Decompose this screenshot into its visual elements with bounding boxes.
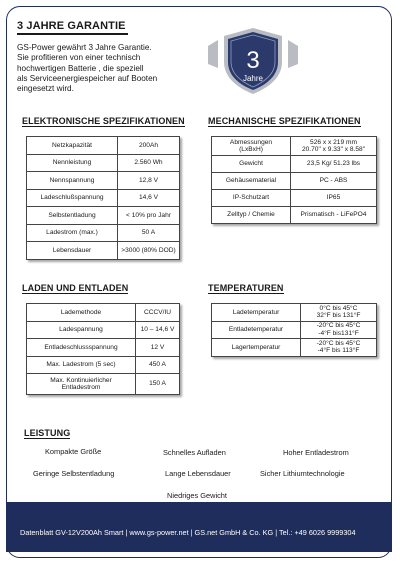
guarantee-title: 3 JAHRE GARANTIE <box>17 20 126 32</box>
table-row <box>212 137 377 156</box>
table-row <box>27 189 180 207</box>
table-cell-label: Entladetemperatur <box>212 321 301 339</box>
table-cell-value: 150 A <box>136 374 180 395</box>
table-row <box>27 304 180 322</box>
table-cell-value: < 10% pro Jahr <box>118 207 180 225</box>
cell-line: -4°F bis131°F <box>318 329 359 337</box>
performance-item: Schnelles Aufladen <box>163 448 226 457</box>
performance-item: Niedriges Gewicht <box>167 491 227 500</box>
table-cell-label: Gehäusematerial <box>212 173 291 190</box>
table-cell-label: Zelltyp / Chemie <box>212 207 291 224</box>
electrical-table <box>26 136 180 260</box>
performance-item: Sicher Lithiumtechnologie <box>260 469 345 478</box>
cell-line: 0°C bis 45°C <box>319 304 358 312</box>
table-row <box>27 137 180 155</box>
mechanical-title: MECHANISCHE SPEZIFIKATIONEN <box>208 116 361 126</box>
table-row <box>27 321 180 339</box>
badge-number: 3 <box>246 47 260 74</box>
table-cell-label: Ladetemperatur <box>212 304 301 322</box>
table-cell-label: Lebensdauer <box>27 242 118 260</box>
table-cell-value: 12,8 V <box>118 172 180 190</box>
table-cell-label: Ladestrom (max.) <box>27 224 118 242</box>
table-cell-value: CCCV/IU <box>136 304 180 322</box>
table-row <box>27 374 180 395</box>
table-cell-value <box>301 304 377 322</box>
cell-line: -4°F bis 113°F <box>317 347 360 355</box>
table-cell-label: Ladeschlußspannung <box>27 189 118 207</box>
table-cell-label: Gewicht <box>212 156 291 173</box>
table-cell-value: Prismatisch - LiFePO4 <box>291 207 377 224</box>
guarantee-line: hochwertigen Batterie , die speziell <box>17 63 144 73</box>
cell-line: (LxBxH) <box>239 146 263 153</box>
table-row <box>27 339 180 357</box>
cell-line: Abmessungen <box>229 138 273 146</box>
performance-title: LEISTUNG <box>24 428 71 438</box>
table-row <box>212 304 377 322</box>
table-cell-value <box>301 321 377 339</box>
footer-text: Datenblatt GV-12V200Ah Smart | www.gs-power.net | GS.net GmbH & Co. KG | Tel.: +49 6026 9999304 <box>20 528 356 537</box>
performance-item: Kompakte Größe <box>45 447 102 456</box>
table-row <box>27 154 180 172</box>
cell-line: 20.70" x 9.33" x 8.58" <box>301 146 366 153</box>
performance-item: Hoher Entladestrom <box>283 448 349 457</box>
electrical-title: ELEKTRONISCHE SPEZIFIKATIONEN <box>22 116 185 126</box>
table-row <box>212 339 377 357</box>
table-cell-label <box>27 374 136 395</box>
table-cell-label <box>212 137 291 156</box>
guarantee-text <box>17 43 207 94</box>
table-cell-value: 14,6 V <box>118 189 180 207</box>
table-row <box>212 156 377 173</box>
table-row <box>212 173 377 190</box>
badge-label: Jahre <box>242 74 264 83</box>
guarantee-title-underline <box>17 33 128 35</box>
charging-table <box>26 303 180 395</box>
table-row <box>27 207 180 225</box>
table-row <box>27 356 180 374</box>
table-cell-value: 12 V <box>136 339 180 357</box>
guarantee-line: als Serviceenergiespeicher auf Booten <box>17 73 158 83</box>
table-cell-value: 2.560 Wh <box>118 154 180 172</box>
guarantee-line: eingesetzt wird. <box>17 84 74 94</box>
table-row <box>27 172 180 190</box>
table-cell-label: IP-Schutzart <box>212 190 291 207</box>
table-cell-label: Nennspannung <box>27 172 118 190</box>
table-cell-label: Lagertemperatur <box>212 339 301 357</box>
performance-item: Geringe Selbstentladung <box>33 469 115 478</box>
temperatures-title: TEMPERATUREN <box>208 283 284 293</box>
cell-line: -20°C bis 45°C <box>316 339 361 347</box>
guarantee-shield-icon <box>206 26 300 96</box>
cell-line: -20°C bis 45°C <box>316 322 361 330</box>
table-cell-value: IP65 <box>291 190 377 207</box>
footer-bar <box>6 502 392 552</box>
cell-line: 526 x x 219 mm <box>310 138 357 146</box>
performance-item: Lange Lebensdauer <box>165 469 231 478</box>
table-cell-value <box>291 137 377 156</box>
table-cell-value: 50 A <box>118 224 180 242</box>
table-cell-label: Max. Ladestrom (5 sec) <box>27 356 136 374</box>
table-cell-value <box>301 339 377 357</box>
table-row <box>212 207 377 224</box>
table-cell-label: Netzkapazität <box>27 137 118 155</box>
table-row <box>27 224 180 242</box>
table-cell-value: 450 A <box>136 356 180 374</box>
cell-line: Max. Kontinuierlicher <box>50 376 112 384</box>
table-cell-label: Entladeschlussspannung <box>27 339 136 357</box>
table-cell-value: 10 – 14,6 V <box>136 321 180 339</box>
table-row <box>212 321 377 339</box>
cell-line: 32°F bis 131°F <box>316 312 361 320</box>
table-cell-value: >3000 (80% DOD) <box>118 242 180 260</box>
mechanical-table <box>211 136 377 224</box>
temperatures-table <box>211 303 377 357</box>
table-cell-value: PC - ABS <box>291 173 377 190</box>
table-cell-value: 200Ah <box>118 137 180 155</box>
table-cell-label: Ladespannung <box>27 321 136 339</box>
guarantee-line: GS-Power gewährt 3 Jahre Garantie. <box>17 43 152 52</box>
table-cell-label: Nennleistung <box>27 154 118 172</box>
guarantee-line: Sie profitieren von einer technisch <box>17 53 141 63</box>
table-cell-label: Lademethode <box>27 304 136 322</box>
table-row <box>27 242 180 260</box>
cell-line: Entladestrom <box>61 384 101 391</box>
table-row <box>212 190 377 207</box>
table-cell-label: Selbstentladung <box>27 207 118 225</box>
table-cell-value: 23,5 Kg/ 51.23 lbs <box>291 156 377 173</box>
charging-title: LADEN UND ENTLADEN <box>22 283 129 293</box>
